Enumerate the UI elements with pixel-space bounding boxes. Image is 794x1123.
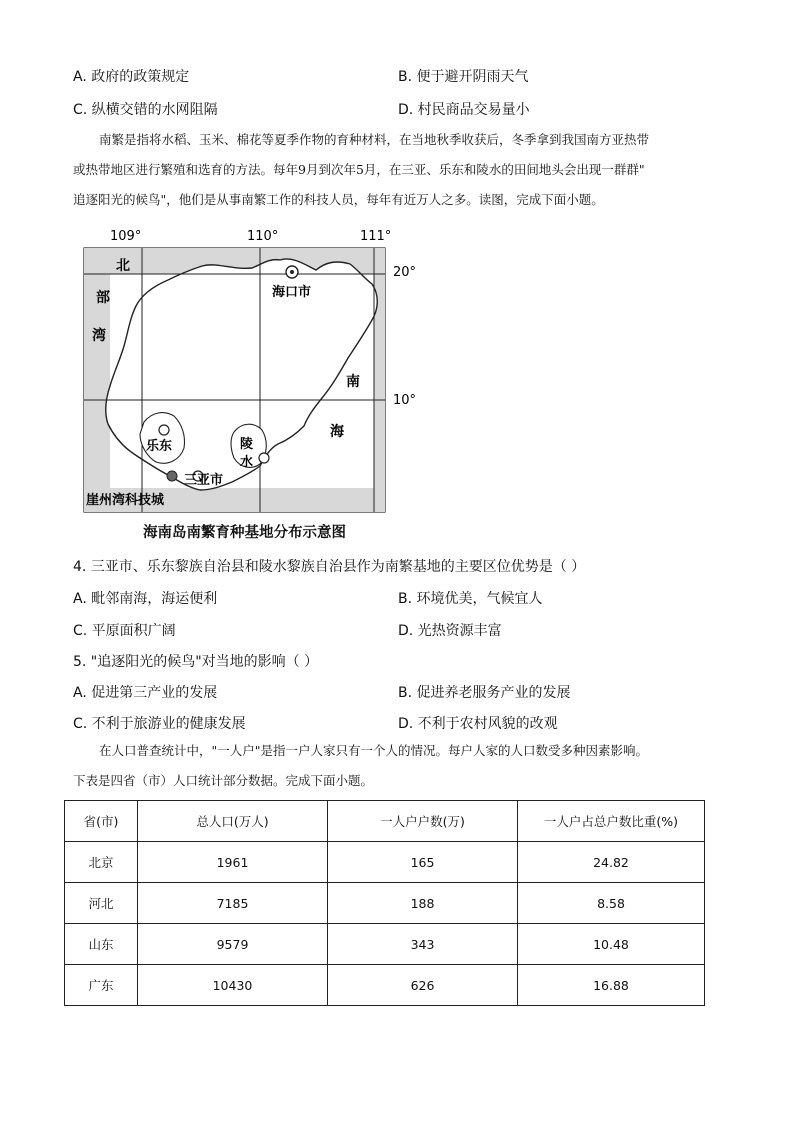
table-cell: 8.58	[518, 883, 705, 924]
q4-option-d[interactable]: D. 光热资源丰富	[398, 623, 502, 639]
lingshui-marker	[259, 453, 269, 463]
passage-population	[73, 736, 729, 796]
city-yazhou: 崖州湾科技城	[86, 493, 165, 508]
q3-options-row-2	[73, 99, 733, 121]
q3-option-d[interactable]: D. 村民商品交易量小	[398, 102, 530, 118]
table-row	[65, 883, 705, 924]
table-cell: 343	[328, 924, 518, 965]
table-cell: 10430	[138, 965, 328, 1006]
passage-line: 或热带地区进行繁殖和选育的方法。每年9月到次年5月，在三亚、乐东和陵水的田间地头会出现一群群"	[73, 162, 645, 177]
sea-label-nan: 南	[346, 374, 360, 390]
sea-label-wan: 湾	[92, 328, 106, 344]
city-lingshui-1: 陵	[240, 437, 254, 452]
q5-option-a[interactable]: A. 促进第三产业的发展	[73, 685, 218, 701]
q5-option-b[interactable]: B. 促进养老服务产业的发展	[398, 685, 571, 701]
passage-line: 南繁是指将水稻、玉米、棉花等夏季作物的育种材料，在当地秋季收获后，冬季拿到我国南方亚热带	[99, 132, 650, 147]
table-cell: 626	[328, 965, 518, 1006]
yazhou-marker	[167, 471, 177, 481]
table-cell: 北京	[65, 842, 138, 883]
table-cell: 广东	[65, 965, 138, 1006]
table-cell: 河北	[65, 883, 138, 924]
q4-options-row-2	[73, 620, 733, 642]
q5-options-row-2	[73, 713, 733, 735]
haikou-marker-dot	[290, 270, 294, 274]
passage-nanfan	[73, 125, 729, 215]
q5-option-d[interactable]: D. 不利于农村风貌的改观	[398, 716, 558, 732]
q3-option-c[interactable]: C. 纵横交错的水网阻隔	[73, 102, 218, 118]
table-cell: 山东	[65, 924, 138, 965]
lat-label-20: 20°	[393, 265, 417, 280]
passage-line: 在人口普查统计中，"一人户"是指一户人家只有一个人的情况。每户人家的人口数受多种因素影响。	[99, 743, 649, 758]
table-header-cell: 省(市)	[65, 801, 138, 842]
sea-label-bei: 北	[116, 258, 130, 274]
table-row	[65, 924, 705, 965]
sea-label-bu: 部	[96, 290, 110, 306]
q5-stem: 5. "追逐阳光的候鸟"对当地的影响（ ）	[73, 654, 319, 670]
q4-stem: 4. 三亚市、乐东黎族自治县和陵水黎族自治县作为南繁基地的主要区位优势是（ ）	[73, 559, 586, 575]
table-cell: 9579	[138, 924, 328, 965]
passage-line: 追逐阳光的候鸟"，他们是从事南繁工作的科技人员，每年有近万人之多。读图，完成下面小题。	[73, 192, 604, 207]
q3-option-b[interactable]: B. 便于避开阴雨天气	[398, 69, 529, 85]
table-cell: 188	[328, 883, 518, 924]
q5-options-row-1	[73, 682, 733, 704]
q4-option-a[interactable]: A. 毗邻南海，海运便利	[73, 591, 218, 607]
population-table	[64, 800, 705, 1006]
q5-option-c[interactable]: C. 不利于旅游业的健康发展	[73, 716, 246, 732]
table-cell: 1961	[138, 842, 328, 883]
sea-band-right	[374, 248, 385, 512]
table-cell: 24.82	[518, 842, 705, 883]
lon-label-110: 110°	[247, 229, 279, 244]
table-cell: 10.48	[518, 924, 705, 965]
q3-options-row-1	[73, 66, 733, 88]
lat-label-10: 10°	[393, 393, 417, 408]
map-caption: 海南岛南繁育种基地分布示意图	[143, 525, 346, 541]
table-cell: 16.88	[518, 965, 705, 1006]
city-haikou: 海口市	[272, 285, 312, 300]
lon-label-109: 109°	[110, 229, 142, 244]
q3-option-a[interactable]: A. 政府的政策规定	[73, 69, 190, 85]
table-cell: 7185	[138, 883, 328, 924]
table-header-row	[65, 801, 705, 842]
ledong-marker	[159, 425, 169, 435]
passage-line: 下表是四省（市）人口统计部分数据。完成下面小题。	[73, 773, 374, 788]
sea-label-hai: 海	[330, 424, 344, 440]
table-row	[65, 965, 705, 1006]
q4-option-b[interactable]: B. 环境优美，气候宜人	[398, 591, 543, 607]
city-sanya: 三亚市	[184, 473, 224, 488]
city-lingshui-2: 水	[240, 455, 254, 470]
sea-band-left	[84, 248, 110, 512]
table-header-cell: 总人口(万人)	[138, 801, 328, 842]
table-header-cell: 一人户占总户数比重(%)	[518, 801, 705, 842]
table-cell: 165	[328, 842, 518, 883]
city-ledong: 乐东	[146, 439, 173, 454]
table-header-cell: 一人户户数(万)	[328, 801, 518, 842]
hainan-map	[82, 226, 422, 546]
q4-options-row-1	[73, 588, 733, 610]
lon-label-111: 111°	[360, 229, 392, 244]
q4-option-c[interactable]: C. 平原面积广阔	[73, 623, 176, 639]
table-row	[65, 842, 705, 883]
